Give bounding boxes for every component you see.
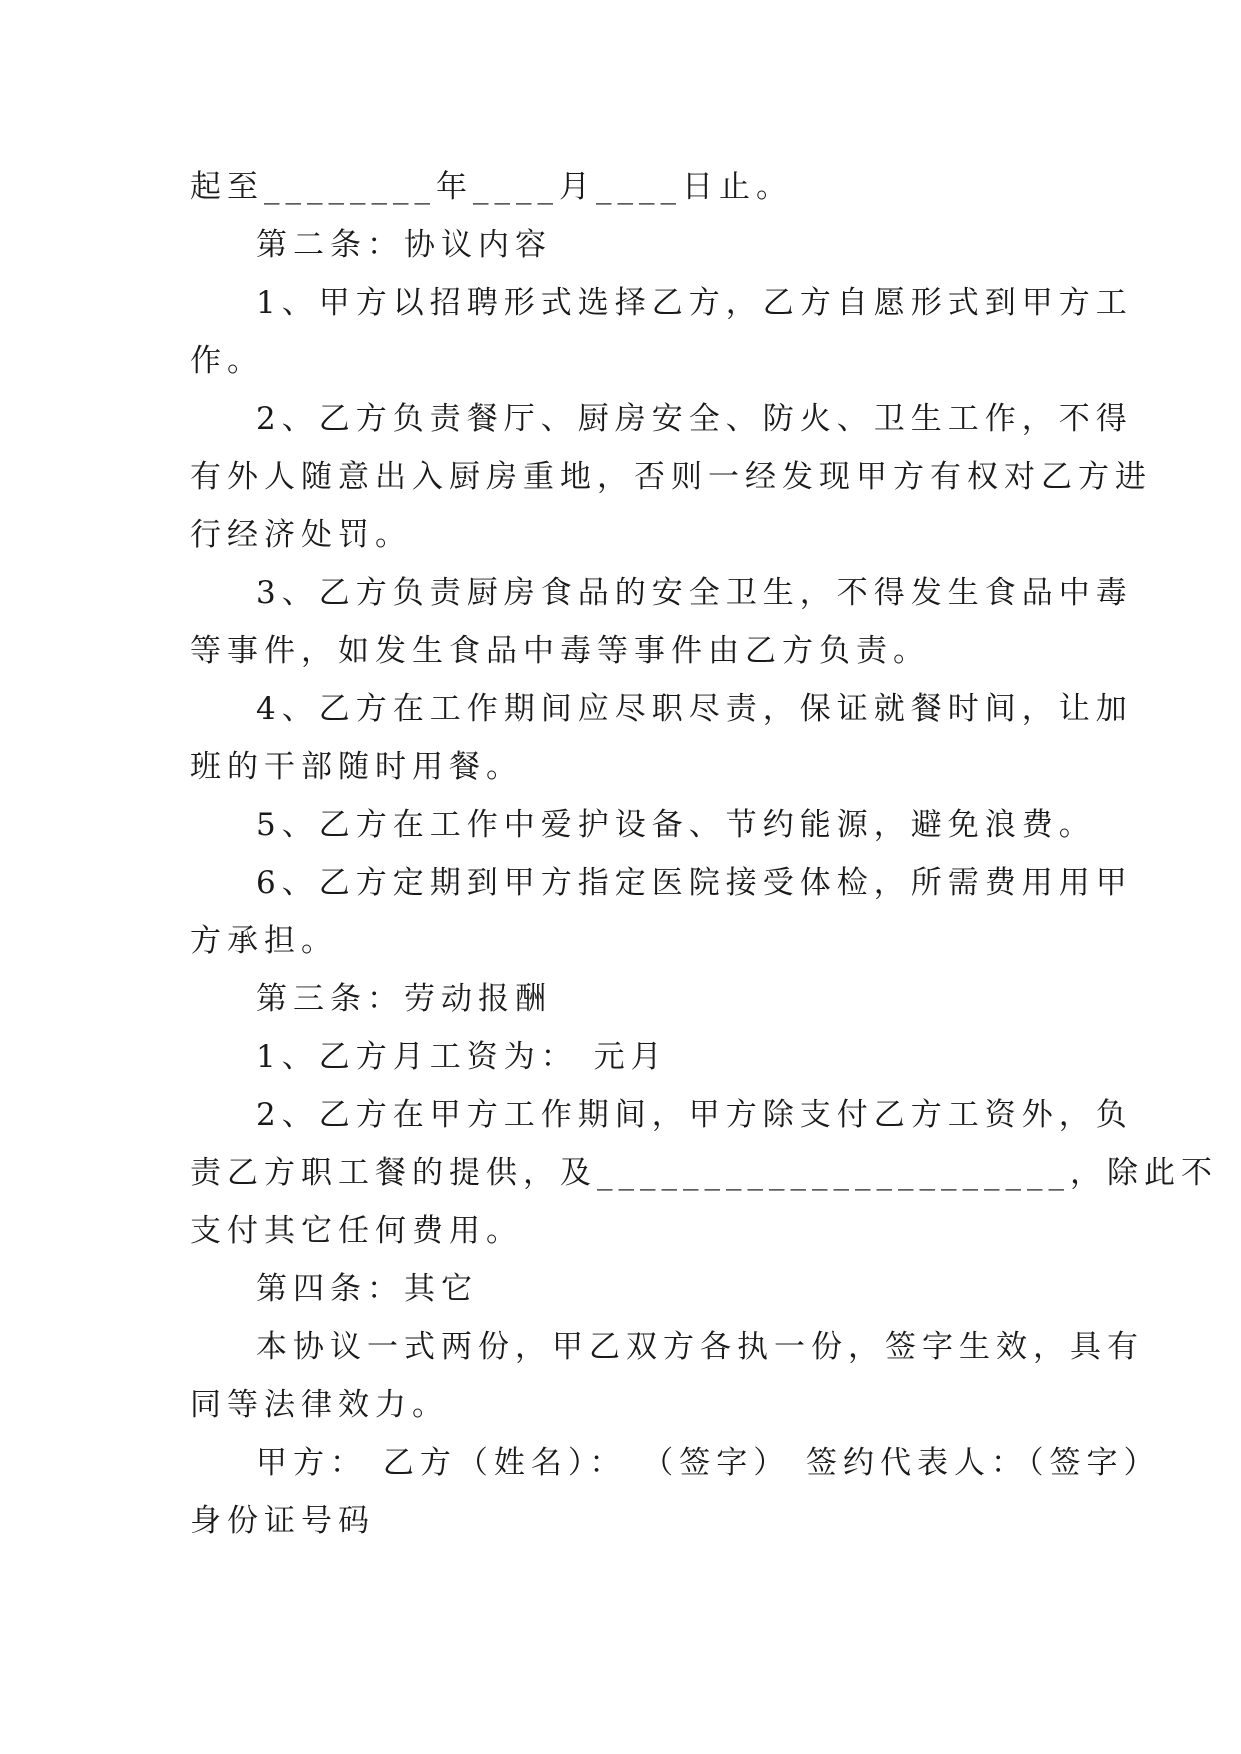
article-3-item-1: 1、乙方月工资为： 元月 <box>256 1039 668 1075</box>
article-2-item-2-cont-1: 有外人随意出入厨房重地，否则一经发现甲方有权对乙方进 <box>190 459 1152 495</box>
article-3-item-2-cont-1: 责乙方职工餐的提供，及______________________，除此不 <box>190 1155 1218 1191</box>
article-4-heading: 第四条：其它 <box>256 1271 478 1307</box>
article-3-item-2-cont-2: 支付其它任何费用。 <box>190 1213 523 1249</box>
article-2-item-1-cont: 作。 <box>190 343 264 379</box>
article-3-item-2: 2、乙方在甲方工作期间，甲方除支付乙方工资外，负 <box>256 1097 1133 1133</box>
article-2-item-4-cont: 班的干部随时用餐。 <box>190 749 523 785</box>
article-2-item-6-cont: 方承担。 <box>190 923 338 959</box>
id-number-label: 身份证号码 <box>190 1503 375 1539</box>
article-2-heading: 第二条：协议内容 <box>256 227 552 263</box>
document-body <box>190 158 1218 1550</box>
term-end-date-line: 起至________年____月____日止。 <box>190 169 793 205</box>
article-2-item-5: 5、乙方在工作中爱护设备、节约能源，避免浪费。 <box>256 807 1096 843</box>
article-2-item-2-cont-2: 行经济处罚。 <box>190 517 412 553</box>
article-4-body: 本协议一式两份，甲乙双方各执一份，签字生效，具有 <box>256 1329 1144 1365</box>
article-4-body-cont: 同等法律效力。 <box>190 1387 449 1423</box>
article-2-item-6: 6、乙方定期到甲方指定医院接受体检，所需费用用甲 <box>256 865 1133 901</box>
article-2-item-1: 1、甲方以招聘形式选择乙方，乙方自愿形式到甲方工 <box>256 285 1133 321</box>
article-2-item-3: 3、乙方负责厨房食品的安全卫生，不得发生食品中毒 <box>256 575 1133 611</box>
article-2-item-2: 2、乙方负责餐厅、厨房安全、防火、卫生工作，不得 <box>256 401 1133 437</box>
article-2-item-4: 4、乙方在工作期间应尽职尽责，保证就餐时间，让加 <box>256 691 1133 727</box>
signature-line: 甲方： 乙方（姓名）： （签字） 签约代表人：（签字） <box>256 1445 1161 1481</box>
article-2-item-3-cont: 等事件，如发生食品中毒等事件由乙方负责。 <box>190 633 930 669</box>
article-3-heading: 第三条：劳动报酬 <box>256 981 552 1017</box>
